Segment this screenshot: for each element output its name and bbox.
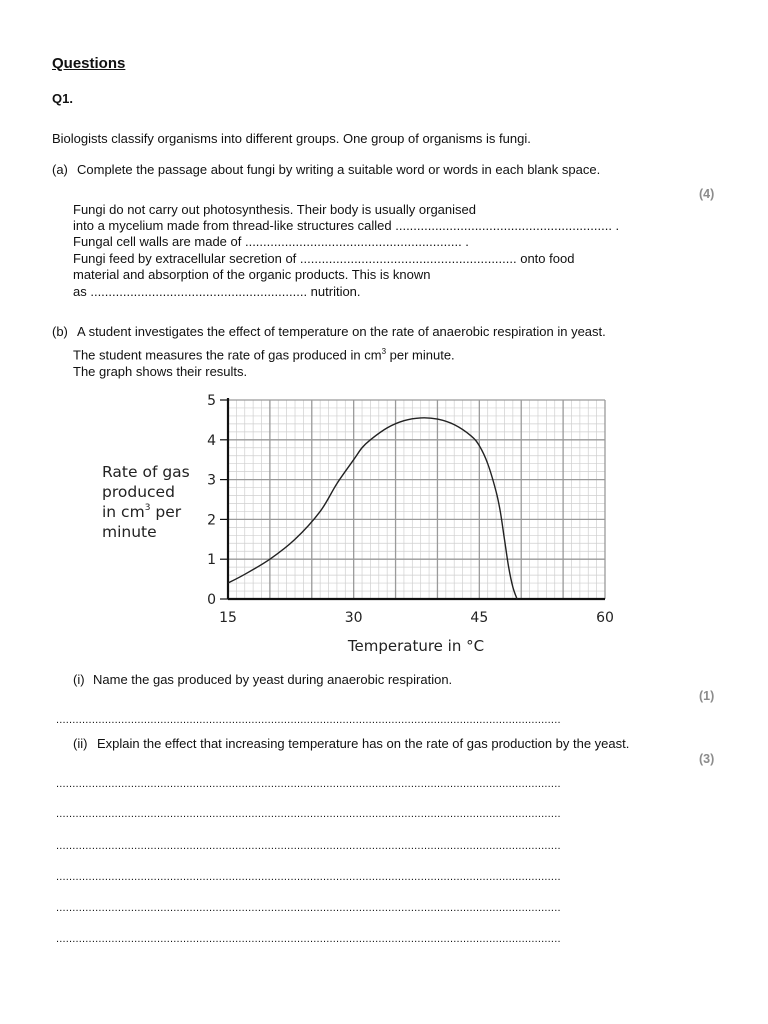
passage-line: material and absorption of the organic products. This is known (73, 267, 431, 282)
y-tick-label: 4 (207, 432, 216, 449)
part-a-label: (a) (52, 162, 68, 177)
sub-ii-text: Explain the effect that increasing temperature has on the rate of gas production by the yeast. (97, 736, 630, 751)
minor-grid (228, 400, 605, 599)
sub-i-label: (i) (73, 672, 85, 687)
y-tick-label: 1 (207, 552, 216, 569)
axes (228, 398, 605, 599)
x-tick-label: 60 (596, 610, 614, 626)
sub-i-text: Name the gas produced by yeast during anaerobic respiration. (93, 672, 453, 687)
ylabel-line-3 (102, 503, 182, 521)
intro-text: Biologists classify organisms into different groups. One group of organisms is fungi. (52, 131, 531, 146)
part-b-label: (b) (52, 324, 68, 339)
line1-suffix: per minute. (386, 347, 455, 363)
y-tick-label: 3 (207, 472, 216, 489)
sub-ii-label: (ii) (73, 736, 88, 751)
y-tick-label: 0 (207, 592, 216, 608)
ylabel-superscript: 3 (144, 503, 151, 513)
passage-line: into a mycelium made from thread-like structures called ............................................................ . (73, 218, 620, 233)
x-tick-label: 15 (219, 610, 237, 626)
part-b-instruction: A student investigates the effect of temperature on the rate of anaerobic respiration in yeast. (77, 324, 606, 339)
answer-line-ii-5[interactable]: ........................................................................................................................................................... (56, 902, 561, 914)
answer-line-ii-2[interactable]: ........................................................................................................................................................... (56, 808, 561, 820)
part-a-marks: (4) (699, 187, 715, 201)
passage-line: Fungal cell walls are made of ............................................................ . (73, 234, 469, 249)
answer-line-ii-4[interactable]: ........................................................................................................................................................... (56, 871, 561, 883)
line1-superscript: 3 (381, 347, 387, 356)
line1-text: The student measures the rate of gas produced in cm (73, 347, 382, 363)
sub-i-marks: (1) (699, 689, 715, 703)
ylabel-line-4: minute (102, 523, 157, 541)
answer-line-i[interactable]: ........................................................................................................................................................... (56, 714, 561, 726)
ylabel-per: per (150, 503, 182, 521)
part-b-line1 (73, 347, 455, 362)
x-tick-label: 30 (344, 610, 363, 626)
part-b-line2: The graph shows their results. (73, 364, 248, 379)
section-title: Questions (52, 55, 126, 72)
y-tick-label: 5 (207, 393, 216, 409)
passage-line: Fungi do not carry out photosynthesis. Their body is usually organised (73, 202, 476, 217)
answer-line-ii-3[interactable]: ........................................................................................................................................................... (56, 840, 561, 852)
question-number: Q1. (52, 91, 73, 106)
passage-line: Fungi feed by extracellular secretion of ............................................................ onto food (73, 251, 575, 266)
series-line (228, 418, 517, 599)
y-axis-label (102, 463, 190, 541)
answer-line-ii-6[interactable]: ........................................................................................................................................................... (56, 933, 561, 945)
y-tick-label: 2 (207, 512, 216, 529)
ylabel-line-1: Rate of gas (102, 463, 190, 481)
passage-line: as ............................................................ nutrition. (73, 284, 361, 299)
part-a-instruction: Complete the passage about fungi by writing a suitable word or words in each blank space. (77, 162, 601, 177)
ylabel-line-2: produced (102, 483, 175, 501)
x-tick-label: 45 (470, 610, 489, 626)
major-grid (228, 400, 605, 599)
rate-temperature-chart (0, 385, 768, 685)
answer-line-ii-1[interactable]: ........................................................................................................................................................... (56, 778, 561, 790)
sub-ii-marks: (3) (699, 752, 715, 766)
ylabel-cm: in cm (102, 503, 145, 521)
x-axis-label: Temperature in °C (347, 637, 485, 655)
